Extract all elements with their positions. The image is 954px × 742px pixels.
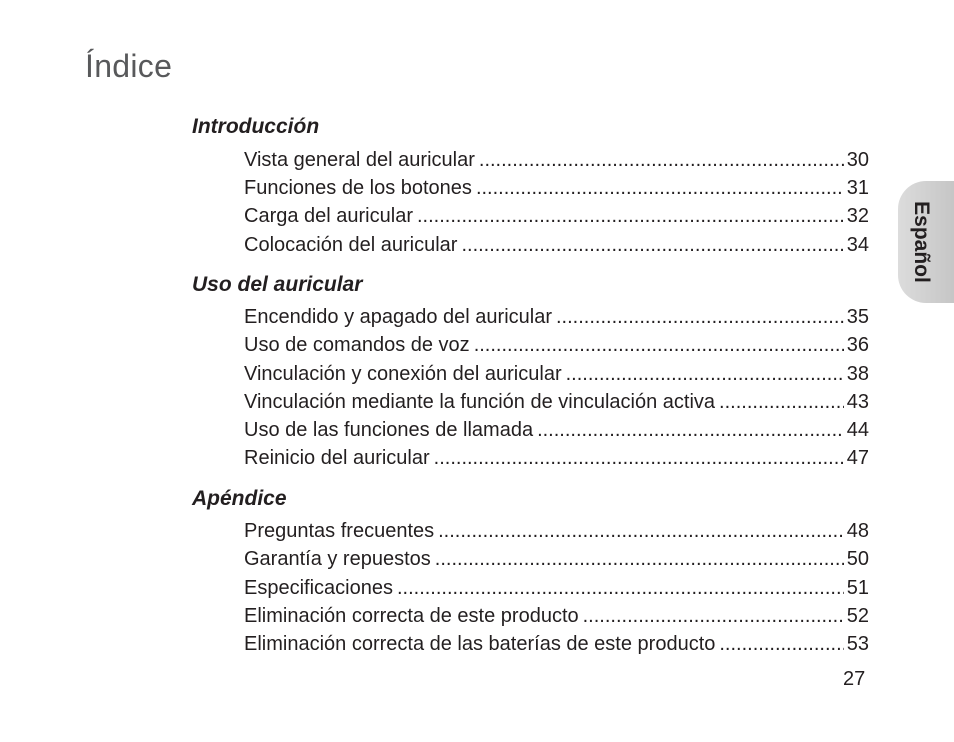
toc-entry-page: 32 — [846, 205, 869, 227]
toc-entry[interactable] — [244, 175, 869, 201]
toc-entry[interactable] — [244, 389, 869, 415]
toc-entry-page: 48 — [846, 520, 869, 542]
toc-entry-page: 52 — [846, 605, 869, 627]
toc-entry[interactable] — [244, 575, 869, 601]
toc-entry[interactable] — [244, 147, 869, 173]
toc-entry-label: Encendido y apagado del auricular — [244, 306, 552, 328]
dot-leader — [434, 445, 844, 471]
dot-leader — [474, 332, 844, 358]
section-heading-apendice: Apéndice — [192, 487, 287, 510]
language-tab-label: Español — [910, 201, 933, 283]
toc-entry-label: Garantía y repuestos — [244, 548, 431, 570]
dot-leader — [461, 232, 843, 258]
dot-leader — [479, 147, 844, 173]
toc-entry[interactable] — [244, 304, 869, 330]
toc-entry-label: Preguntas frecuentes — [244, 520, 435, 542]
toc-entry-label: Carga del auricular — [244, 205, 413, 227]
toc-entry-page: 53 — [846, 633, 869, 655]
toc-entry-page: 50 — [846, 548, 869, 570]
toc-entry-page: 43 — [846, 391, 869, 413]
toc-entry[interactable] — [244, 631, 869, 657]
dot-leader — [417, 203, 844, 229]
toc-entry[interactable] — [244, 518, 869, 544]
toc-entry-page: 51 — [846, 577, 869, 599]
toc-entry-label: Vinculación y conexión del auricular — [244, 363, 562, 385]
toc-entry-page: 38 — [846, 363, 869, 385]
toc-entry[interactable] — [244, 361, 869, 387]
dot-leader — [537, 417, 844, 443]
toc-entry[interactable] — [244, 203, 869, 229]
toc-entry-label: Reinicio del auricular — [244, 447, 430, 469]
section-heading-introduccion: Introducción — [192, 115, 320, 138]
page-title: Índice — [85, 48, 173, 84]
dot-leader — [435, 546, 844, 572]
dot-leader — [719, 631, 843, 657]
language-tab — [898, 181, 954, 303]
toc-entry-label: Especificaciones — [244, 577, 393, 599]
toc-entry-page: 35 — [846, 306, 869, 328]
toc-entry-label: Funciones de los botones — [244, 177, 472, 199]
toc-entry-page: 30 — [846, 149, 869, 171]
toc-entry-page: 36 — [846, 334, 869, 356]
dot-leader — [566, 361, 844, 387]
dot-leader — [438, 518, 844, 544]
toc-entry[interactable] — [244, 417, 869, 443]
section-heading-uso-del-auricular: Uso del auricular — [192, 273, 363, 296]
toc-entry-page: 31 — [846, 177, 869, 199]
dot-leader — [583, 603, 844, 629]
dot-leader — [476, 175, 844, 201]
toc-entry-label: Uso de comandos de voz — [244, 334, 470, 356]
toc-entry-label: Colocación del auricular — [244, 234, 458, 256]
toc-entry-page: 47 — [846, 447, 869, 469]
toc-entry[interactable] — [244, 332, 869, 358]
toc-entry-label: Vista general del auricular — [244, 149, 475, 171]
toc-entry-label: Eliminación correcta de este producto — [244, 605, 579, 627]
toc-entry-page: 44 — [846, 419, 869, 441]
toc-entry-label: Vinculación mediante la función de vinculación activa — [244, 391, 716, 413]
dot-leader — [397, 575, 844, 601]
toc-entry-label: Uso de las funciones de llamada — [244, 419, 534, 441]
toc-entry[interactable] — [244, 546, 869, 572]
dot-leader — [719, 389, 844, 415]
toc-entry[interactable] — [244, 603, 869, 629]
toc-entry-label: Eliminación correcta de las baterías de este producto — [244, 633, 716, 655]
toc-entry[interactable] — [244, 232, 869, 258]
dot-leader — [556, 304, 844, 330]
toc-entry[interactable] — [244, 445, 869, 471]
toc-entry-page: 34 — [846, 234, 869, 256]
page-number: 27 — [843, 668, 866, 690]
